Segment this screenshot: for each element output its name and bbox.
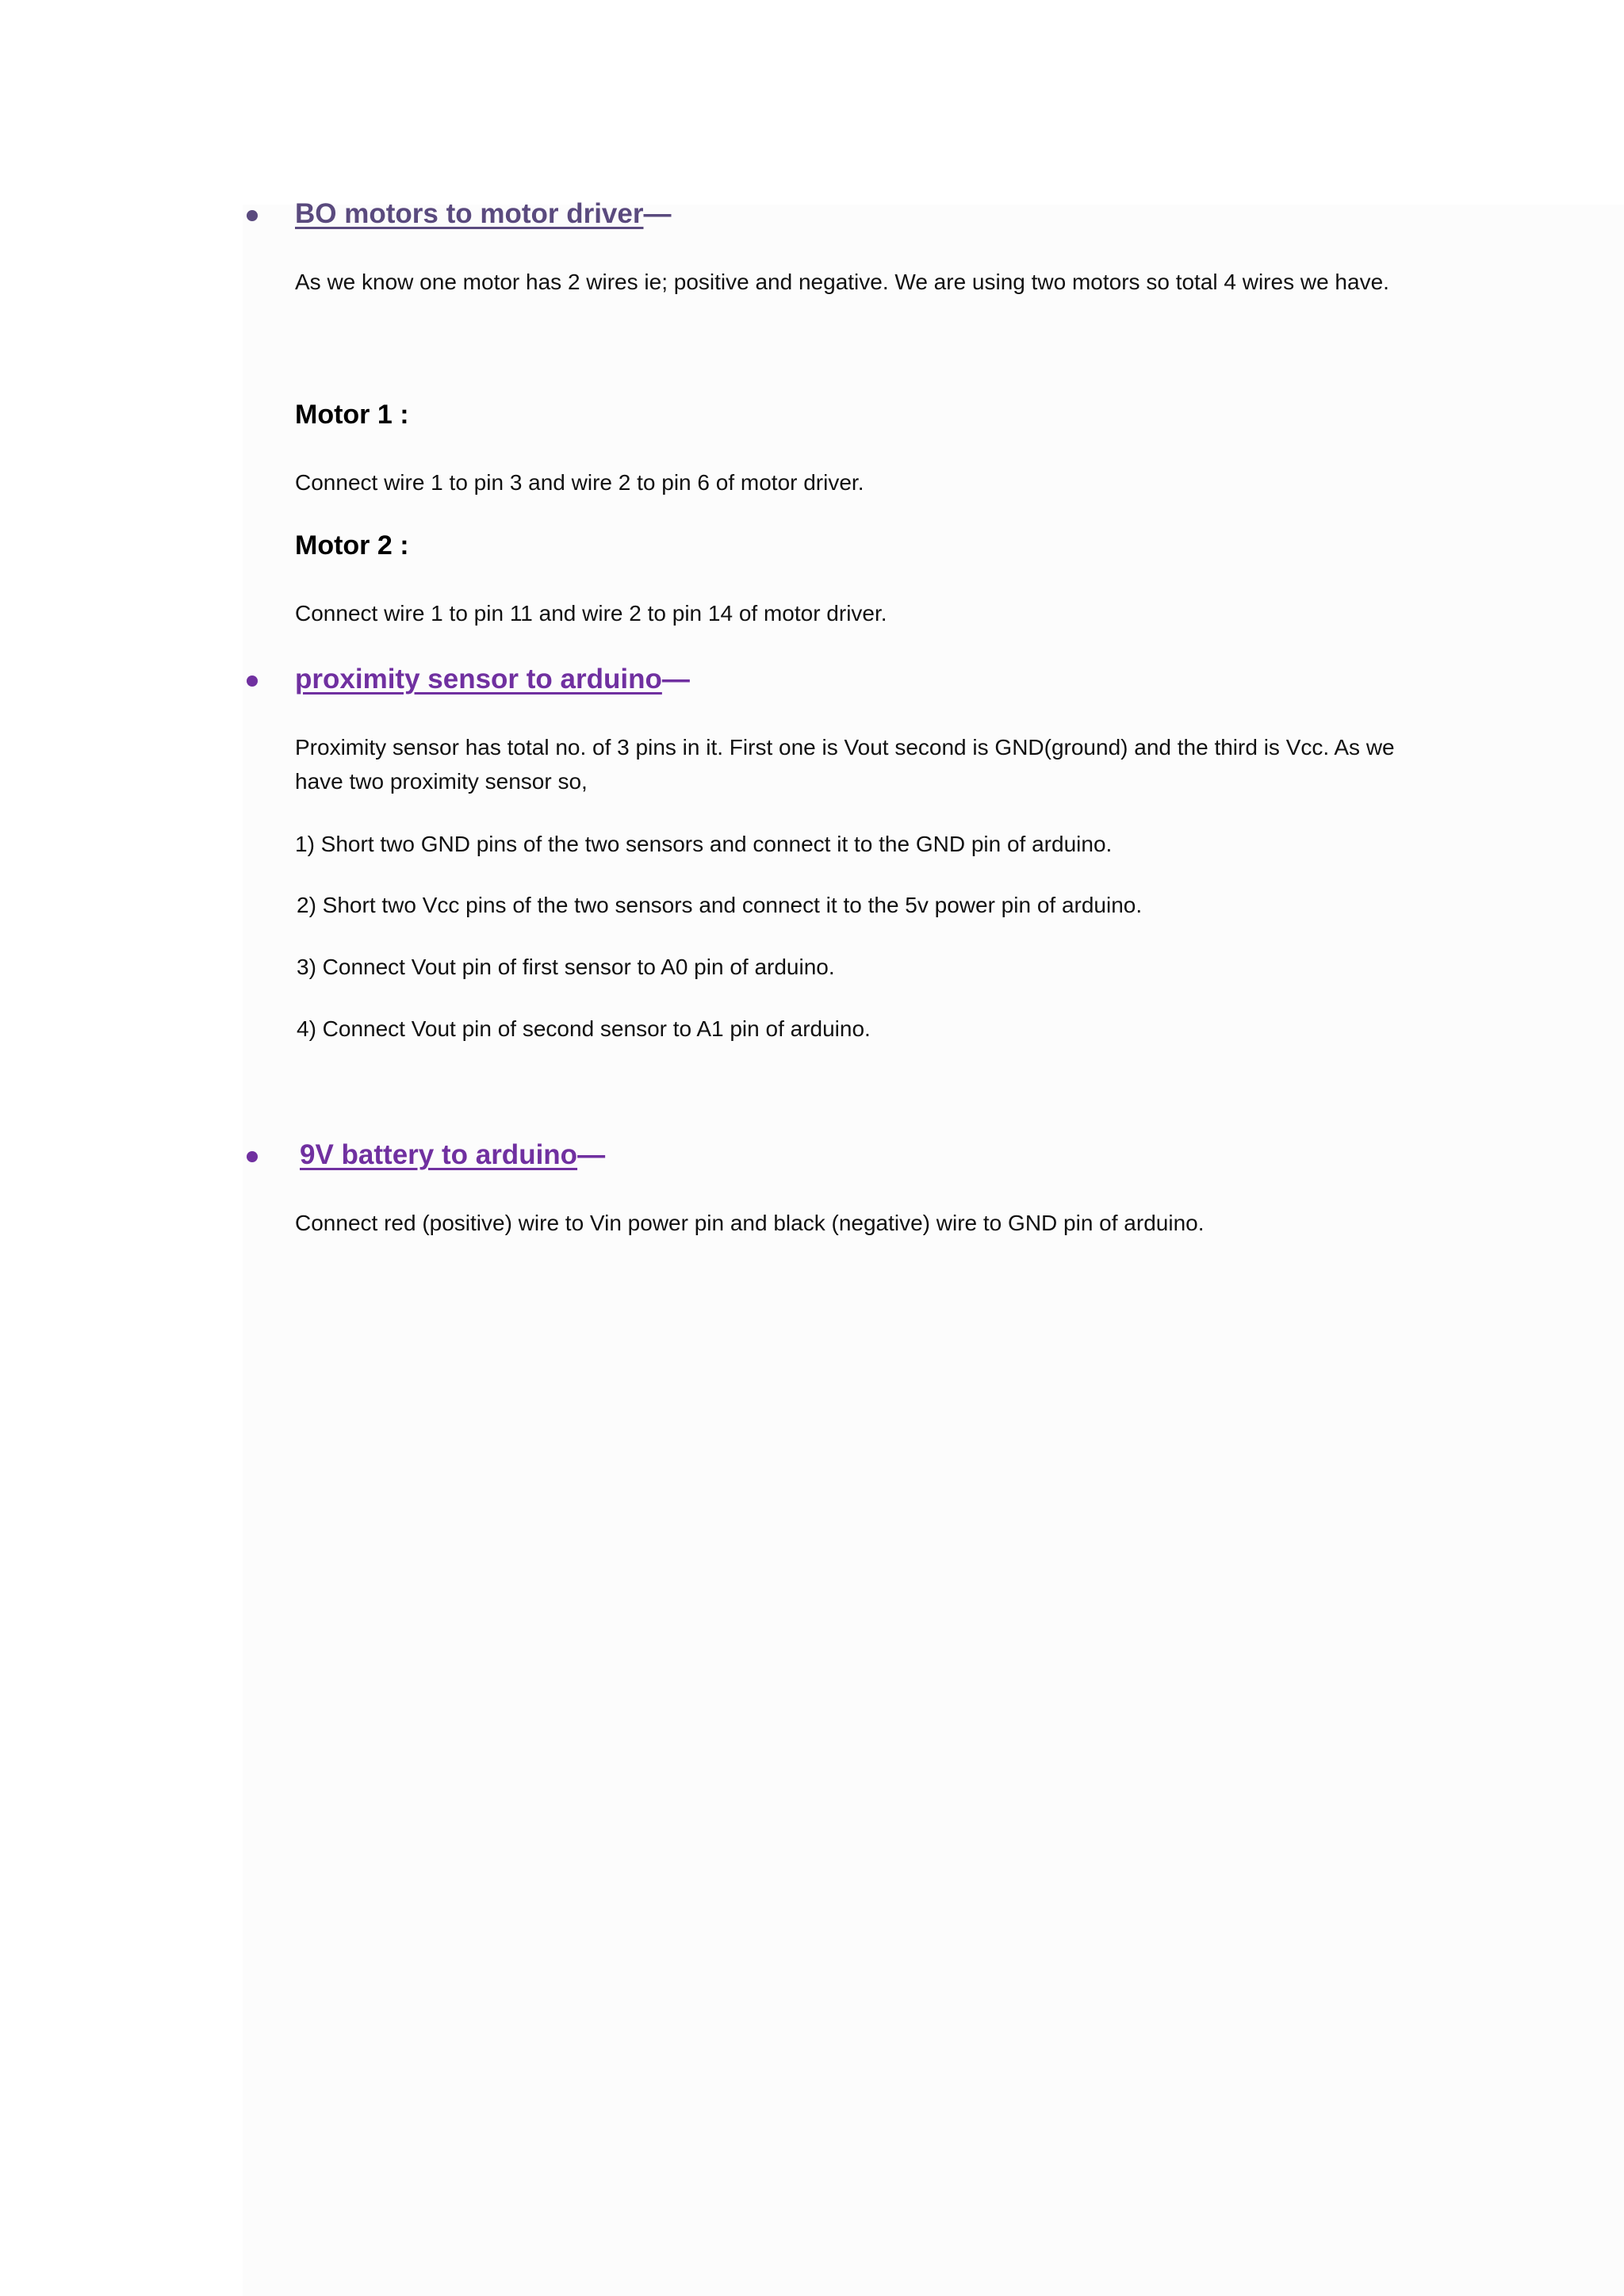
- proximity-intro-line1: Proximity sensor has total no. of 3 pins in it. First one is Vout second is GND(ground) and the third is Vcc. As we: [295, 735, 1395, 760]
- proximity-step-1: 1) Short two GND pins of the two sensors and connect it to the GND pin of arduino.: [295, 832, 1113, 856]
- heading-dash: —: [643, 198, 672, 229]
- proximity-step-4: 4) Connect Vout pin of second sensor to A1 pin of arduino.: [297, 1016, 871, 1041]
- proximity-step-2: 2) Short two Vcc pins of the two sensors and connect it to the 5v power pin of arduino.: [297, 893, 1143, 917]
- motor2-title: Motor 2 :: [295, 530, 409, 561]
- motor1-title: Motor 1 :: [295, 400, 409, 430]
- bullet-2: [247, 675, 258, 687]
- heading-text: proximity sensor to arduino: [295, 664, 662, 695]
- motor1-text: Connect wire 1 to pin 3 and wire 2 to pin 6 of motor driver.: [295, 470, 864, 495]
- section-heading-battery: [300, 1139, 605, 1171]
- bullet-1: [247, 210, 258, 221]
- proximity-step-3: 3) Connect Vout pin of first sensor to A0 pin of arduino.: [297, 955, 835, 979]
- page-shade: [243, 205, 1624, 2296]
- heading-text: 9V battery to arduino: [300, 1139, 578, 1170]
- section-heading-motors: [295, 198, 671, 230]
- bullet-3: [247, 1151, 258, 1162]
- heading-dash: —: [661, 664, 690, 695]
- section-heading-proximity: [295, 664, 690, 695]
- battery-text: Connect red (positive) wire to Vin power pin and black (negative) wire to GND pin of arduino.: [295, 1211, 1205, 1235]
- heading-dash: —: [577, 1139, 606, 1170]
- proximity-intro-line2: have two proximity sensor so,: [295, 769, 588, 794]
- heading-text: BO motors to motor driver: [295, 198, 644, 229]
- motor2-text: Connect wire 1 to pin 11 and wire 2 to pin 14 of motor driver.: [295, 601, 887, 626]
- motors-intro: As we know one motor has 2 wires ie; positive and negative. We are using two motors so total 4 wires we have.: [295, 270, 1389, 294]
